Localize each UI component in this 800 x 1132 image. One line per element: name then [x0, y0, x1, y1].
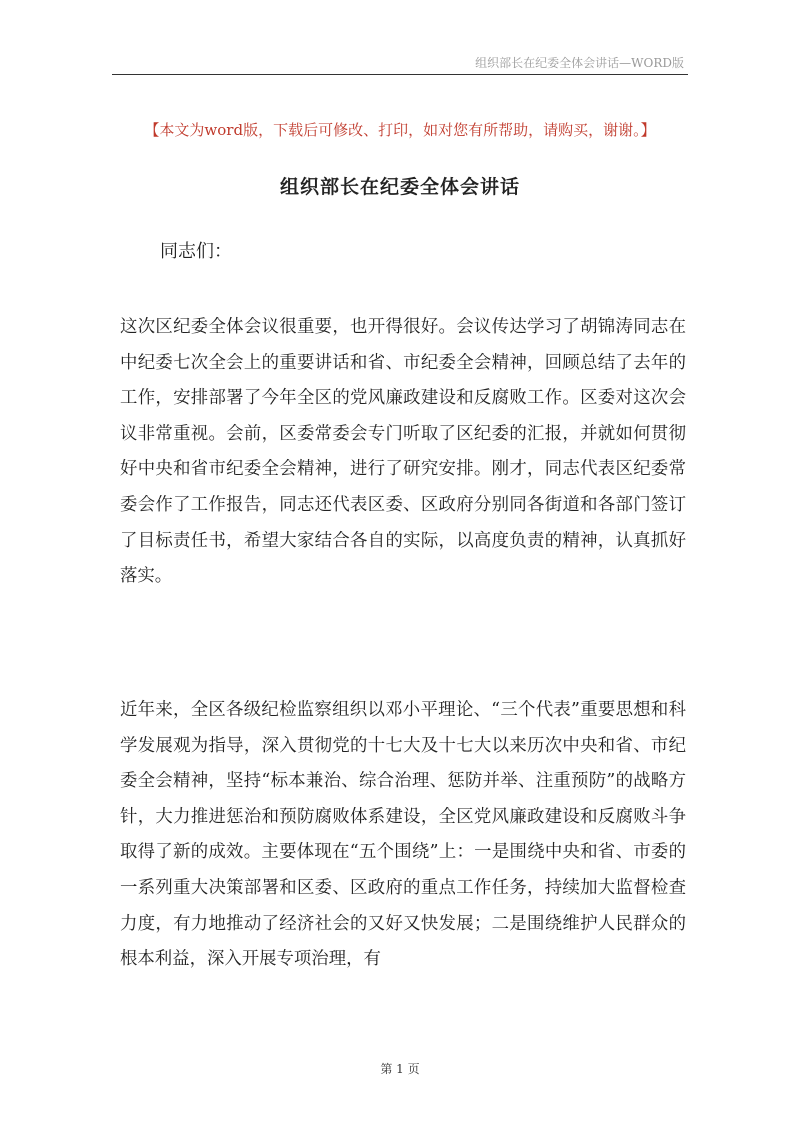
salutation: 同志们：	[160, 241, 232, 262]
paragraph-2: 近年来，全区各级纪检监察组织以邓小平理论、“三个代表”重要思想和科学发展观为指导，深入贯彻党的十七大及十七大以来历次中央和省、市纪委全会精神，坚持“标本兼治、综合治理、惩防并举、注重预防”的战略方针，大力推进惩治和预防腐败体系建设，全区党风廉政建设和反腐败斗争取得了新的成效。主要体现在“五个围绕”上：一是围绕中央和省、市委的一系列重大决策部署和区委、区政府的重点工作任务，持续加大监督检查力度，有力地推动了经济社会的又好又快发展；二是围绕维护人民群众的根本利益，深入开展专项治理，有	[120, 700, 686, 970]
paragraph-1: 这次区纪委全体会议很重要，也开得很好。会议传达学习了胡锦涛同志在中纪委七次全会上的重要讲话和省、市纪委全会精神，回顾总结了去年的工作，安排部署了今年全区的党风廉政建设和反腐败工作。区委对这次会议非常重视。会前，区委常委会专门听取了区纪委的汇报，并就如何贯彻好中央和省市纪委全会精神，进行了研究安排。刚才，同志代表区纪委常委会作了工作报告，同志还代表区委、区政府分别同各街道和各部门签订了目标责任书，希望大家结合各自的实际，以高度负责的精神，认真抓好落实。	[120, 317, 686, 587]
running-title: 组织部长在纪委全体会讲话—WORD版	[475, 56, 684, 70]
page-header	[112, 52, 688, 75]
page-number: 第 1 页	[380, 1062, 420, 1076]
document-title: 组织部长在纪委全体会讲话	[279, 176, 520, 198]
purchase-notice: 【本文为word版，下载后可修改、打印，如对您有所帮助，请购买，谢谢。】	[144, 121, 656, 139]
